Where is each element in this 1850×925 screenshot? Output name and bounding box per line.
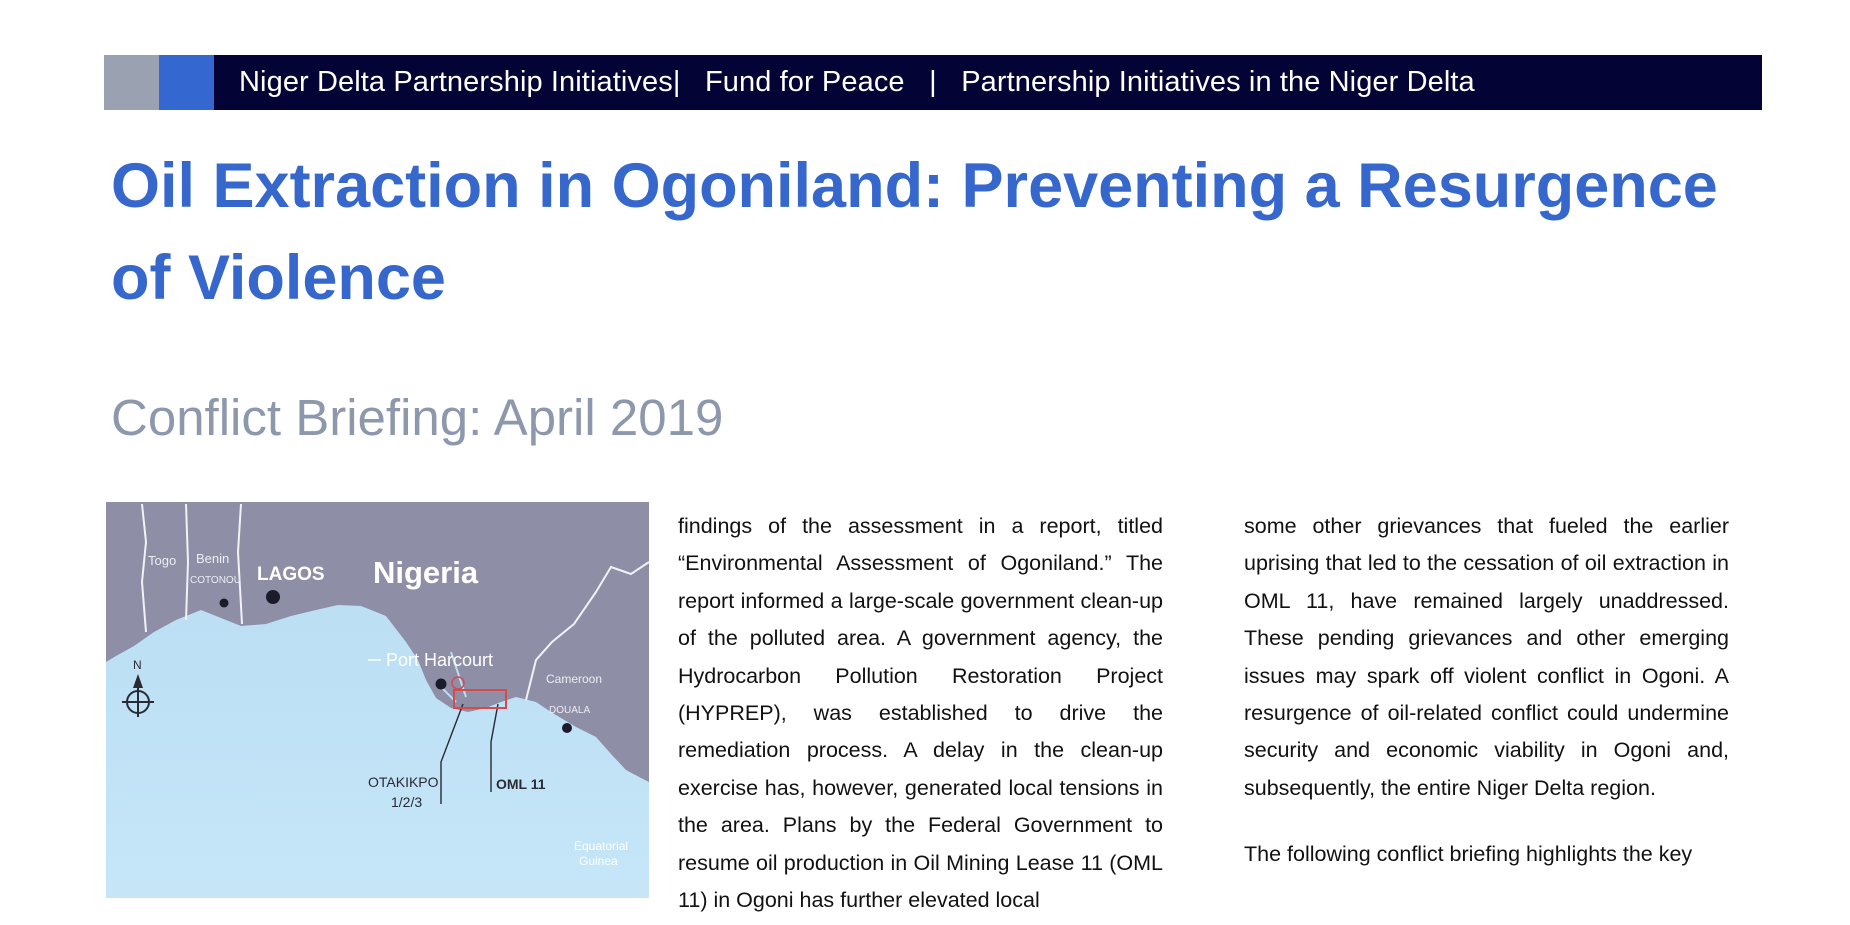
header-text: Niger Delta Partnership Initiatives| Fund for Peace | Partnership Initiatives in the Niger Delta (239, 66, 1475, 98)
document-subtitle: Conflict Briefing: April 2019 (111, 389, 724, 446)
body-paragraph: The following conflict briefing highlights the key (1244, 842, 1693, 867)
label-nigeria: Nigeria (373, 555, 479, 590)
label-port-harcourt: Port Harcourt (386, 650, 494, 670)
cotonou-dot (220, 599, 229, 608)
label-guinea: Guinea (579, 854, 618, 868)
header-square-grey (104, 55, 159, 110)
label-cameroon: Cameroon (546, 672, 603, 686)
header-bar (104, 55, 1762, 110)
label-otakikpo-num: 1/2/3 (391, 794, 423, 810)
body-paragraph: some other grievances that fueled the earlier uprising that led to the cessation of oil extraction in OML 11, have remained largely unaddressed. These pending grievances and other emerging issues may spark off violent conflict in Ogoni. A resurgence of oil-related conflict could undermine security and economic viability in Ogoni and, subsequently, the entire Niger Delta region. (1244, 514, 1729, 800)
body-column-2 (1244, 508, 1729, 874)
label-oml11: OML 11 (496, 776, 546, 792)
label-douala: DOUALA (549, 705, 591, 716)
document-title: Oil Extraction in Ogoniland: Preventing a Resurgence of Violence (111, 151, 1718, 313)
label-cotonou: COTONOU (190, 575, 241, 586)
label-benin: Benin (196, 551, 230, 566)
label-lagos: LAGOS (257, 564, 325, 585)
body-column-1 (678, 508, 1163, 919)
header-square-blue (159, 55, 214, 110)
douala-dot (562, 723, 572, 733)
label-north: N (133, 658, 142, 672)
label-otakikpo: OTAKIKPO (368, 774, 439, 790)
body-paragraph: findings of the assessment in a report, titled “Environmental Assessment of Ogoniland.” The report informed a large-scale government clean-up of the polluted area. A government agency, the Hydrocarbon Pollution Restoration Project (HYPREP), was established to drive the remediation process. A delay in the clean-up exercise has, however, generated local tensions in the area. Plans by the Federal Government to resume oil production in Oil Mining Lease 11 (OML 11) in Ogoni has further elevated local (678, 514, 1163, 913)
label-equatorial: Equatorial (574, 839, 629, 853)
port-harcourt-dot (436, 679, 447, 690)
niger-delta-map (106, 502, 649, 898)
label-togo: Togo (148, 553, 177, 568)
lagos-dot (266, 590, 280, 604)
